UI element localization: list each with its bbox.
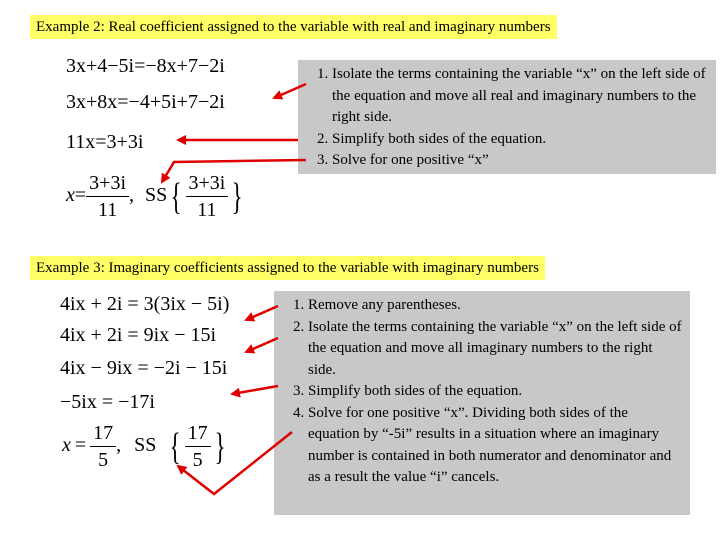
ex3-arrow-step3 [232,386,278,394]
ex2-step-1: 1. Isolate the terms containing the variable “x” on the left side of the equation and move all real and imaginary numbers to the right side. [332,64,708,129]
ex2-arrow-step3 [162,160,306,182]
ex3-solution-equals: = [74,434,87,457]
ex2-solution-var: x [66,184,75,207]
ex2-step-3: 3. Solve for one positive “x” [332,150,708,172]
ex3-step-1: 1. Remove any parentheses. [308,295,682,317]
ex2-arrow-step1 [274,84,306,98]
ex3-left-brace: { [170,425,182,468]
ex3-step-3: 3. Simplify both sides of the equation. [308,381,682,403]
ex2-equation-3: 11x=3+3i [66,131,144,153]
ex2-equation-2: 3x+8x=−4+5i+7−2i [66,91,225,113]
ex3-equation-2: 4ix + 2i = 9ix − 15i [60,324,217,346]
example3-title: Example 3: Imaginary coefficients assigned to the variable with imaginary numbers [30,256,545,280]
ex2-set-denominator: 11 [197,199,217,221]
ex2-step-2: 2. Simplify both sides of the equation. [332,129,708,151]
ex3-equation-3: 4ix − 9ix = −2i − 15i [60,357,228,379]
ex3-equation-1: 4ix + 2i = 3(3ix − 5i) [60,293,230,315]
ex2-equation-1: 3x+4−5i=−8x+7−2i [66,55,225,77]
ex2-set-numerator: 3+3i [186,170,229,197]
ex2-solution-equals: = [74,184,87,207]
ex3-equation-4: −5ix = −17i [60,391,155,413]
ex3-arrow-step4 [178,432,292,494]
ex2-fraction-numerator: 3+3i [86,170,129,197]
ex3-arrow-step1 [246,306,278,320]
ex3-set-denominator: 5 [192,449,203,471]
ex2-solution-set-label: SS [145,184,168,207]
example2-title: Example 2: Real coefficient assigned to the variable with real and imaginary numbers [30,15,557,39]
ex3-step-4: 4. Solve for one positive “x”. Dividing both sides of the equation by “-5i” results in a situation where an imaginary number is contained in both numerator and denominator and as a result the value “i” cancels. [308,403,682,489]
ex3-fraction-denominator: 5 [98,449,109,471]
ex3-solution-comma: , [116,434,122,457]
ex2-right-brace: } [232,175,243,218]
ex3-arrow-step2 [246,338,278,352]
ex2-fraction-denominator: 11 [97,199,118,221]
ex3-set-numerator: 17 [185,420,211,447]
ex3-right-brace: } [214,425,226,468]
ex3-fraction-numerator: 17 [90,420,116,447]
ex3-solution-var: x [62,434,71,457]
ex2-left-brace: { [170,175,182,218]
ex3-step-2: 2. Isolate the terms containing the variable “x” on the left side of the equation and move all imaginary numbers to the right side. [308,317,682,382]
ex2-solution-comma: , [129,184,135,207]
ex3-solution-set-label: SS [134,434,157,457]
